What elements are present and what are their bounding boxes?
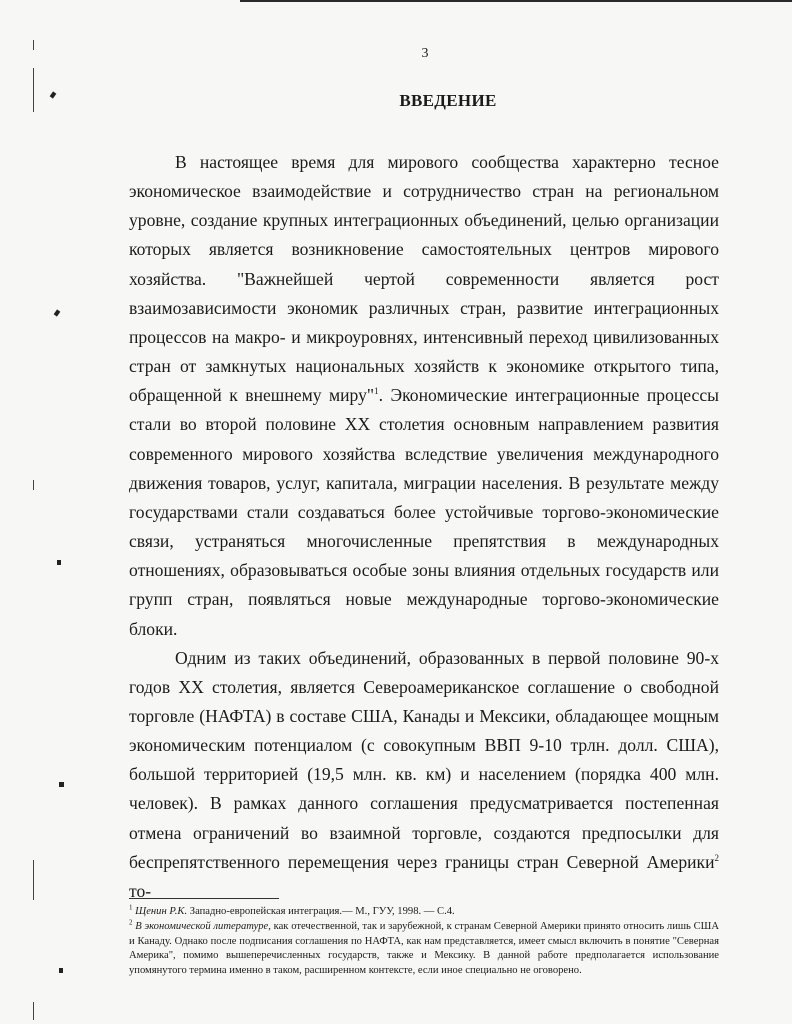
footnote bbox=[129, 920, 719, 979]
footnote-emphasis: В экономической литературе bbox=[135, 920, 269, 932]
footnote-text: Западно-европейская интеграция.— М., ГУУ, 1998. — С.4. bbox=[187, 906, 455, 917]
scan-margin-mark bbox=[33, 480, 34, 490]
footnotes bbox=[129, 905, 719, 979]
scan-margin-dot bbox=[59, 782, 64, 787]
scan-margin-dot bbox=[59, 968, 63, 973]
paragraph bbox=[129, 148, 719, 644]
scan-margin-mark bbox=[33, 1002, 34, 1020]
footnote-separator bbox=[129, 898, 279, 899]
scan-margin-mark bbox=[33, 860, 34, 900]
footnote-ref: 2 bbox=[714, 852, 719, 863]
paragraph-text: . Экономические интеграционные процессы стали во второй половине XX столетия основным направлением развития современного мирового хозяйства вследствие увеличения международного движения товаров, услуг, капитала, миграции населения. В результате между государствами стали создаваться более устойчивые торгово-экономические связи, устраняться многочисленные препятствия в международных отношениях, образовываться особые зоны влияния отдельных государств или групп стран, появляться новые международные торгово-экономические блоки. bbox=[129, 385, 719, 639]
page-number: 3 bbox=[421, 46, 429, 61]
scan-top-edge-line bbox=[240, 0, 792, 2]
scan-margin-dot bbox=[54, 309, 61, 316]
paragraph-text: Одним из таких объединений, образованных в первой половине 90-х годов XX столетия, является Североамериканское соглашение о свободной торговле (НАФТА) в составе США, Канады и Мексики, обладающее мощным экономическим потенциалом (с совокупным ВВП 9-10 трлн. долл. США), большой территорией (19,5 млн. кв. км) и населением (порядка 400 млн. человек). В рамках данного соглашения предусматривается постепенная отмена ограничений во взаимной торговле, создаются предпосылки для беспрепятственного перемещения через границы стран Северной Америки bbox=[129, 647, 719, 872]
page-title: ВВЕДЕНИЕ bbox=[399, 91, 497, 110]
footnote-ref: 1 bbox=[374, 386, 379, 397]
paragraph-text: то- bbox=[129, 880, 152, 901]
footnote bbox=[129, 905, 719, 920]
footnote-author: Щенин Р.К. bbox=[135, 906, 188, 917]
paragraph-text: В настоящее время для мирового сообщества характерно тесное экономическое взаимодействие и сотрудничество стран на региональном уровне, создание крупных интеграционных объединений, целью организации которых является возникновение самостоятельных центров мирового хозяйства. "Важнейшей чертой современности является рост взаимозависимости экономик различных стран, развитие интеграционных процессов на макро- и микроуровнях, интенсивный переход цивилизованных стран от замкнутых национальных хозяйств к экономике открытого типа, обращенной к внешнему миру" bbox=[129, 152, 719, 406]
footnote-number: 1 bbox=[129, 903, 133, 912]
body-text bbox=[129, 148, 719, 906]
paragraph bbox=[129, 644, 719, 906]
footnote-number: 2 bbox=[129, 918, 133, 927]
footnote-text: , как отечественной, так и зарубежной, к странам Северной Америки принято относить лишь США и Канаду. Однако после подписания соглашения по НАФТА, как нам представляется, имеет смысл включить в понятие "Северная Америка", помимо вышеперечисленных государств, также и Мексику. В данной работе предполагается использование упомянутого термина именно в таком, расширенном контексте, если иное специально не оговорено. bbox=[129, 920, 719, 977]
scan-margin-dot bbox=[57, 560, 61, 565]
